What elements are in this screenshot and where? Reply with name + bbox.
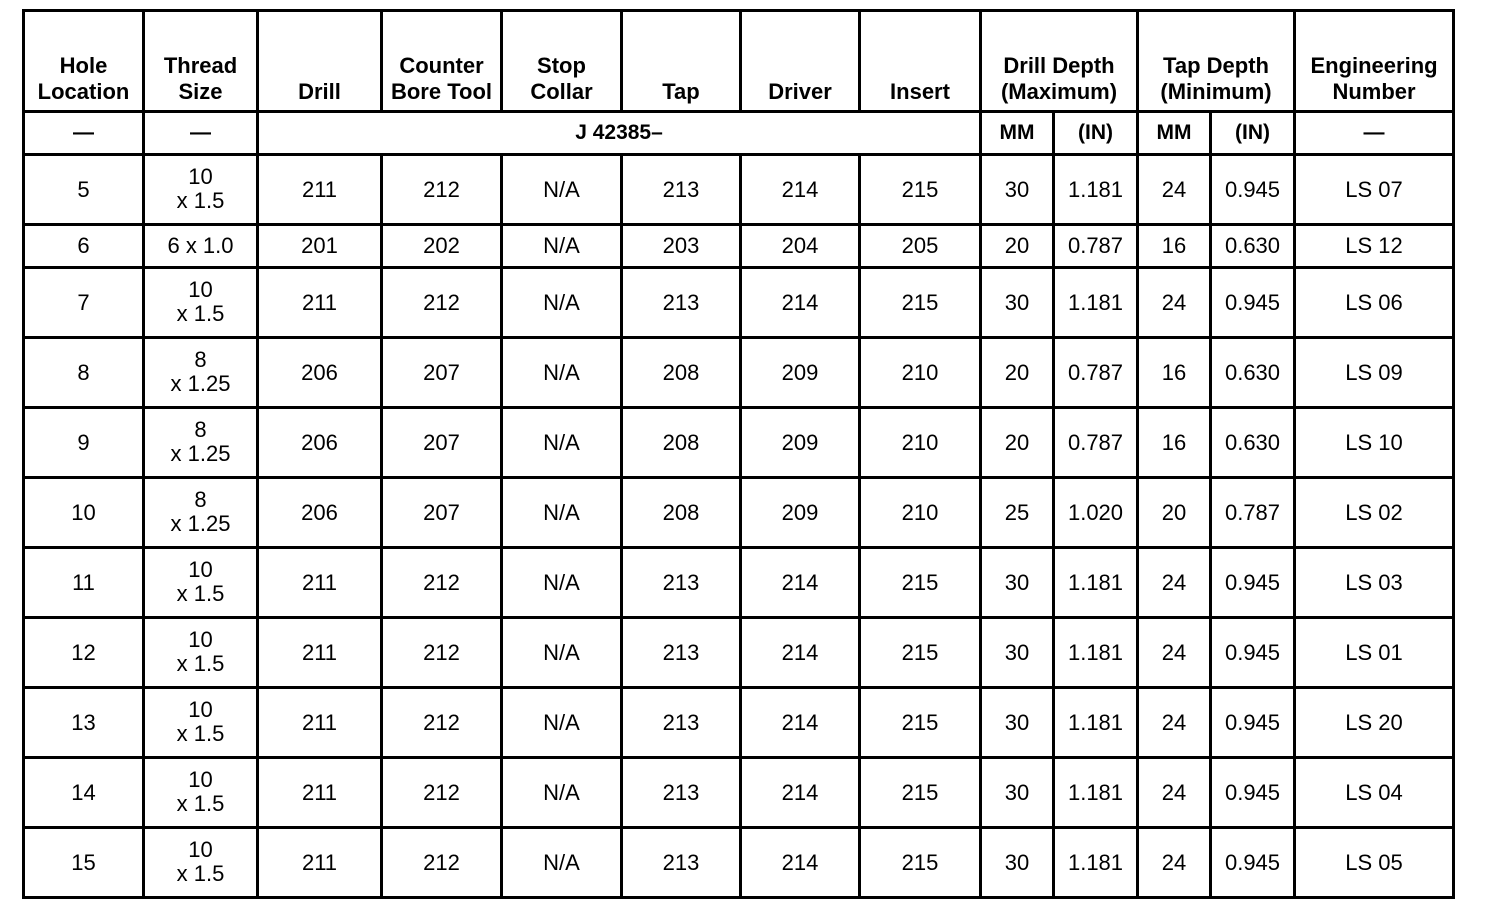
subheader-tap-mm: MM	[1138, 112, 1211, 155]
cell-counter-bore-tool: 207	[382, 338, 502, 408]
cell-stop-collar: N/A	[502, 478, 622, 548]
cell-engineering-number: LS 06	[1295, 268, 1454, 338]
thread-size-line-1: 10	[188, 557, 213, 583]
header-drill: Drill	[258, 11, 382, 112]
cell-drill: 206	[258, 478, 382, 548]
cell-drill-depth-in: 1.181	[1054, 618, 1138, 688]
table-row	[24, 225, 1454, 268]
cell-drill: 211	[258, 688, 382, 758]
cell-thread-size	[144, 225, 258, 268]
cell-stop-collar: N/A	[502, 268, 622, 338]
thread-size-value	[167, 234, 233, 258]
cell-tap: 213	[622, 155, 741, 225]
cell-stop-collar: N/A	[502, 155, 622, 225]
cell-stop-collar: N/A	[502, 408, 622, 478]
cell-tap: 213	[622, 618, 741, 688]
cell-insert: 205	[860, 225, 981, 268]
cell-tap-depth-mm: 16	[1138, 225, 1211, 268]
cell-drill: 211	[258, 618, 382, 688]
cell-tap-depth-in: 0.630	[1211, 225, 1295, 268]
cell-hole-location: 11	[24, 548, 144, 618]
cell-thread-size	[144, 758, 258, 828]
cell-tap-depth-mm: 24	[1138, 268, 1211, 338]
cell-drill-depth-mm: 30	[981, 828, 1054, 898]
cell-stop-collar: N/A	[502, 548, 622, 618]
cell-tap-depth-in: 0.945	[1211, 155, 1295, 225]
cell-driver: 209	[741, 338, 860, 408]
header-tap-depth: Tap Depth (Minimum)	[1138, 11, 1295, 112]
thread-size-line-1: 8	[194, 417, 207, 443]
cell-hole-location: 12	[24, 618, 144, 688]
cell-drill: 211	[258, 828, 382, 898]
subheader-hole-location: —	[24, 112, 144, 155]
thread-size-line-2: x 1.5	[176, 651, 225, 677]
table-row	[24, 828, 1454, 898]
cell-drill: 211	[258, 268, 382, 338]
thread-size-line-2: x 1.25	[170, 511, 231, 537]
cell-counter-bore-tool: 207	[382, 478, 502, 548]
cell-stop-collar: N/A	[502, 618, 622, 688]
cell-drill-depth-mm: 30	[981, 155, 1054, 225]
cell-counter-bore-tool: 212	[382, 268, 502, 338]
subheader-drill-in: (IN)	[1054, 112, 1138, 155]
cell-driver: 214	[741, 155, 860, 225]
cell-insert: 215	[860, 155, 981, 225]
cell-driver: 209	[741, 408, 860, 478]
cell-insert: 215	[860, 618, 981, 688]
cell-tap: 208	[622, 478, 741, 548]
cell-hole-location: 9	[24, 408, 144, 478]
cell-drill-depth-mm: 30	[981, 688, 1054, 758]
cell-thread-size	[144, 155, 258, 225]
thread-size-value	[171, 348, 231, 396]
cell-hole-location: 7	[24, 268, 144, 338]
cell-insert: 215	[860, 828, 981, 898]
header-counter-bore-tool: Counter Bore Tool	[382, 11, 502, 112]
thread-size-line-2: x 1.5	[176, 301, 225, 327]
cell-tap: 208	[622, 338, 741, 408]
header-tap: Tap	[622, 11, 741, 112]
cell-driver: 214	[741, 758, 860, 828]
subheader-thread-size: —	[144, 112, 258, 155]
cell-tap-depth-mm: 24	[1138, 548, 1211, 618]
cell-drill-depth-mm: 25	[981, 478, 1054, 548]
cell-engineering-number: LS 20	[1295, 688, 1454, 758]
cell-tap: 208	[622, 408, 741, 478]
cell-engineering-number: LS 02	[1295, 478, 1454, 548]
header-engineering-number: Engineering Number	[1295, 11, 1454, 112]
cell-tap-depth-mm: 24	[1138, 618, 1211, 688]
cell-hole-location: 6	[24, 225, 144, 268]
subheader-engineering-number: —	[1295, 112, 1454, 155]
cell-drill-depth-mm: 20	[981, 225, 1054, 268]
cell-stop-collar: N/A	[502, 758, 622, 828]
cell-tap-depth-in: 0.630	[1211, 408, 1295, 478]
cell-hole-location: 13	[24, 688, 144, 758]
cell-thread-size	[144, 618, 258, 688]
cell-insert: 215	[860, 688, 981, 758]
cell-engineering-number: LS 10	[1295, 408, 1454, 478]
thread-repair-spec-table	[22, 9, 1455, 899]
thread-size-line-2: x 1.5	[176, 861, 225, 887]
cell-tap: 213	[622, 828, 741, 898]
cell-drill: 211	[258, 758, 382, 828]
cell-driver: 214	[741, 688, 860, 758]
thread-size-value	[177, 165, 225, 213]
cell-drill-depth-mm: 30	[981, 758, 1054, 828]
thread-size-line-2: x 1.5	[176, 581, 225, 607]
subheader-row	[24, 112, 1454, 155]
cell-drill-depth-in: 1.181	[1054, 828, 1138, 898]
cell-driver: 209	[741, 478, 860, 548]
header-hole-location: Hole Location	[24, 11, 144, 112]
cell-counter-bore-tool: 212	[382, 155, 502, 225]
thread-size-line-1: 8	[194, 487, 207, 513]
cell-insert: 215	[860, 548, 981, 618]
cell-drill: 201	[258, 225, 382, 268]
cell-drill-depth-in: 0.787	[1054, 225, 1138, 268]
cell-drill-depth-in: 0.787	[1054, 408, 1138, 478]
thread-size-line-1: 10	[188, 697, 213, 723]
cell-drill: 206	[258, 408, 382, 478]
cell-tap-depth-in: 0.630	[1211, 338, 1295, 408]
table-body	[24, 11, 1454, 898]
thread-size-line-2: x 1.5	[176, 791, 225, 817]
cell-counter-bore-tool: 207	[382, 408, 502, 478]
thread-size-line-2: x 1.25	[170, 441, 231, 467]
cell-counter-bore-tool: 212	[382, 828, 502, 898]
cell-stop-collar: N/A	[502, 225, 622, 268]
thread-size-value	[177, 628, 225, 676]
cell-drill-depth-in: 1.181	[1054, 548, 1138, 618]
cell-drill-depth-in: 1.181	[1054, 688, 1138, 758]
cell-driver: 214	[741, 548, 860, 618]
thread-size-line-2: x 1.5	[176, 188, 225, 214]
cell-tap: 213	[622, 548, 741, 618]
cell-tap: 213	[622, 268, 741, 338]
subheader-tool-prefix: J 42385–	[258, 112, 981, 155]
cell-thread-size	[144, 268, 258, 338]
thread-size-value	[177, 278, 225, 326]
cell-counter-bore-tool: 212	[382, 758, 502, 828]
cell-tap-depth-mm: 24	[1138, 688, 1211, 758]
thread-size-value	[177, 698, 225, 746]
thread-size-value	[171, 418, 231, 466]
cell-thread-size	[144, 548, 258, 618]
thread-size-line-1: 10	[188, 164, 213, 190]
cell-tap-depth-in: 0.787	[1211, 478, 1295, 548]
thread-size-value	[177, 558, 225, 606]
cell-drill-depth-mm: 20	[981, 408, 1054, 478]
cell-insert: 215	[860, 758, 981, 828]
header-drill-depth: Drill Depth (Maximum)	[981, 11, 1138, 112]
cell-insert: 215	[860, 268, 981, 338]
cell-drill-depth-in: 0.787	[1054, 338, 1138, 408]
cell-hole-location: 15	[24, 828, 144, 898]
cell-counter-bore-tool: 212	[382, 548, 502, 618]
cell-thread-size	[144, 828, 258, 898]
cell-drill-depth-mm: 20	[981, 338, 1054, 408]
cell-drill-depth-mm: 30	[981, 548, 1054, 618]
cell-drill-depth-in: 1.181	[1054, 758, 1138, 828]
thread-size-line-1: 8	[194, 347, 207, 373]
cell-driver: 214	[741, 828, 860, 898]
cell-tap-depth-mm: 16	[1138, 338, 1211, 408]
table-row	[24, 155, 1454, 225]
table-row	[24, 548, 1454, 618]
cell-thread-size	[144, 338, 258, 408]
cell-tap-depth-in: 0.945	[1211, 828, 1295, 898]
cell-stop-collar: N/A	[502, 688, 622, 758]
header-driver: Driver	[741, 11, 860, 112]
header-stop-collar: Stop Collar	[502, 11, 622, 112]
cell-tap-depth-mm: 24	[1138, 758, 1211, 828]
cell-counter-bore-tool: 212	[382, 688, 502, 758]
cell-tap-depth-in: 0.945	[1211, 688, 1295, 758]
thread-size-line-1: 10	[188, 277, 213, 303]
header-thread-size: Thread Size	[144, 11, 258, 112]
cell-thread-size	[144, 688, 258, 758]
table-row	[24, 618, 1454, 688]
table-row	[24, 408, 1454, 478]
table-row	[24, 688, 1454, 758]
cell-drill-depth-in: 1.181	[1054, 268, 1138, 338]
cell-hole-location: 5	[24, 155, 144, 225]
cell-engineering-number: LS 05	[1295, 828, 1454, 898]
cell-hole-location: 8	[24, 338, 144, 408]
cell-insert: 210	[860, 408, 981, 478]
thread-size-line-2: x 1.25	[170, 371, 231, 397]
cell-tap-depth-in: 0.945	[1211, 758, 1295, 828]
subheader-tap-in: (IN)	[1211, 112, 1295, 155]
cell-tap-depth-in: 0.945	[1211, 618, 1295, 688]
cell-tap-depth-mm: 16	[1138, 408, 1211, 478]
thread-size-line-1: 10	[188, 767, 213, 793]
header-insert: Insert	[860, 11, 981, 112]
thread-size-value	[171, 488, 231, 536]
cell-tap-depth-mm: 24	[1138, 155, 1211, 225]
cell-drill-depth-mm: 30	[981, 618, 1054, 688]
thread-size-line-1: 6 x 1.0	[167, 233, 234, 259]
cell-engineering-number: LS 12	[1295, 225, 1454, 268]
cell-tap-depth-mm: 20	[1138, 478, 1211, 548]
cell-insert: 210	[860, 338, 981, 408]
cell-drill: 206	[258, 338, 382, 408]
cell-tap-depth-mm: 24	[1138, 828, 1211, 898]
cell-thread-size	[144, 478, 258, 548]
thread-size-line-1: 10	[188, 627, 213, 653]
subheader-drill-mm: MM	[981, 112, 1054, 155]
cell-thread-size	[144, 408, 258, 478]
cell-insert: 210	[860, 478, 981, 548]
cell-driver: 214	[741, 268, 860, 338]
cell-driver: 214	[741, 618, 860, 688]
cell-engineering-number: LS 03	[1295, 548, 1454, 618]
cell-drill: 211	[258, 155, 382, 225]
cell-hole-location: 14	[24, 758, 144, 828]
cell-tap-depth-in: 0.945	[1211, 268, 1295, 338]
cell-engineering-number: LS 01	[1295, 618, 1454, 688]
cell-tap: 213	[622, 758, 741, 828]
cell-engineering-number: LS 07	[1295, 155, 1454, 225]
table-row	[24, 758, 1454, 828]
thread-size-line-2: x 1.5	[176, 721, 225, 747]
thread-size-value	[177, 838, 225, 886]
thread-size-line-1: 10	[188, 837, 213, 863]
cell-stop-collar: N/A	[502, 338, 622, 408]
table-row	[24, 268, 1454, 338]
cell-tap: 213	[622, 688, 741, 758]
cell-engineering-number: LS 04	[1295, 758, 1454, 828]
cell-tap: 203	[622, 225, 741, 268]
table-row	[24, 338, 1454, 408]
thread-size-value	[177, 768, 225, 816]
cell-engineering-number: LS 09	[1295, 338, 1454, 408]
cell-drill-depth-in: 1.181	[1054, 155, 1138, 225]
header-row	[24, 11, 1454, 112]
cell-driver: 204	[741, 225, 860, 268]
cell-drill-depth-in: 1.020	[1054, 478, 1138, 548]
cell-counter-bore-tool: 202	[382, 225, 502, 268]
cell-drill: 211	[258, 548, 382, 618]
cell-hole-location: 10	[24, 478, 144, 548]
cell-stop-collar: N/A	[502, 828, 622, 898]
cell-counter-bore-tool: 212	[382, 618, 502, 688]
table-row	[24, 478, 1454, 548]
cell-tap-depth-in: 0.945	[1211, 548, 1295, 618]
cell-drill-depth-mm: 30	[981, 268, 1054, 338]
